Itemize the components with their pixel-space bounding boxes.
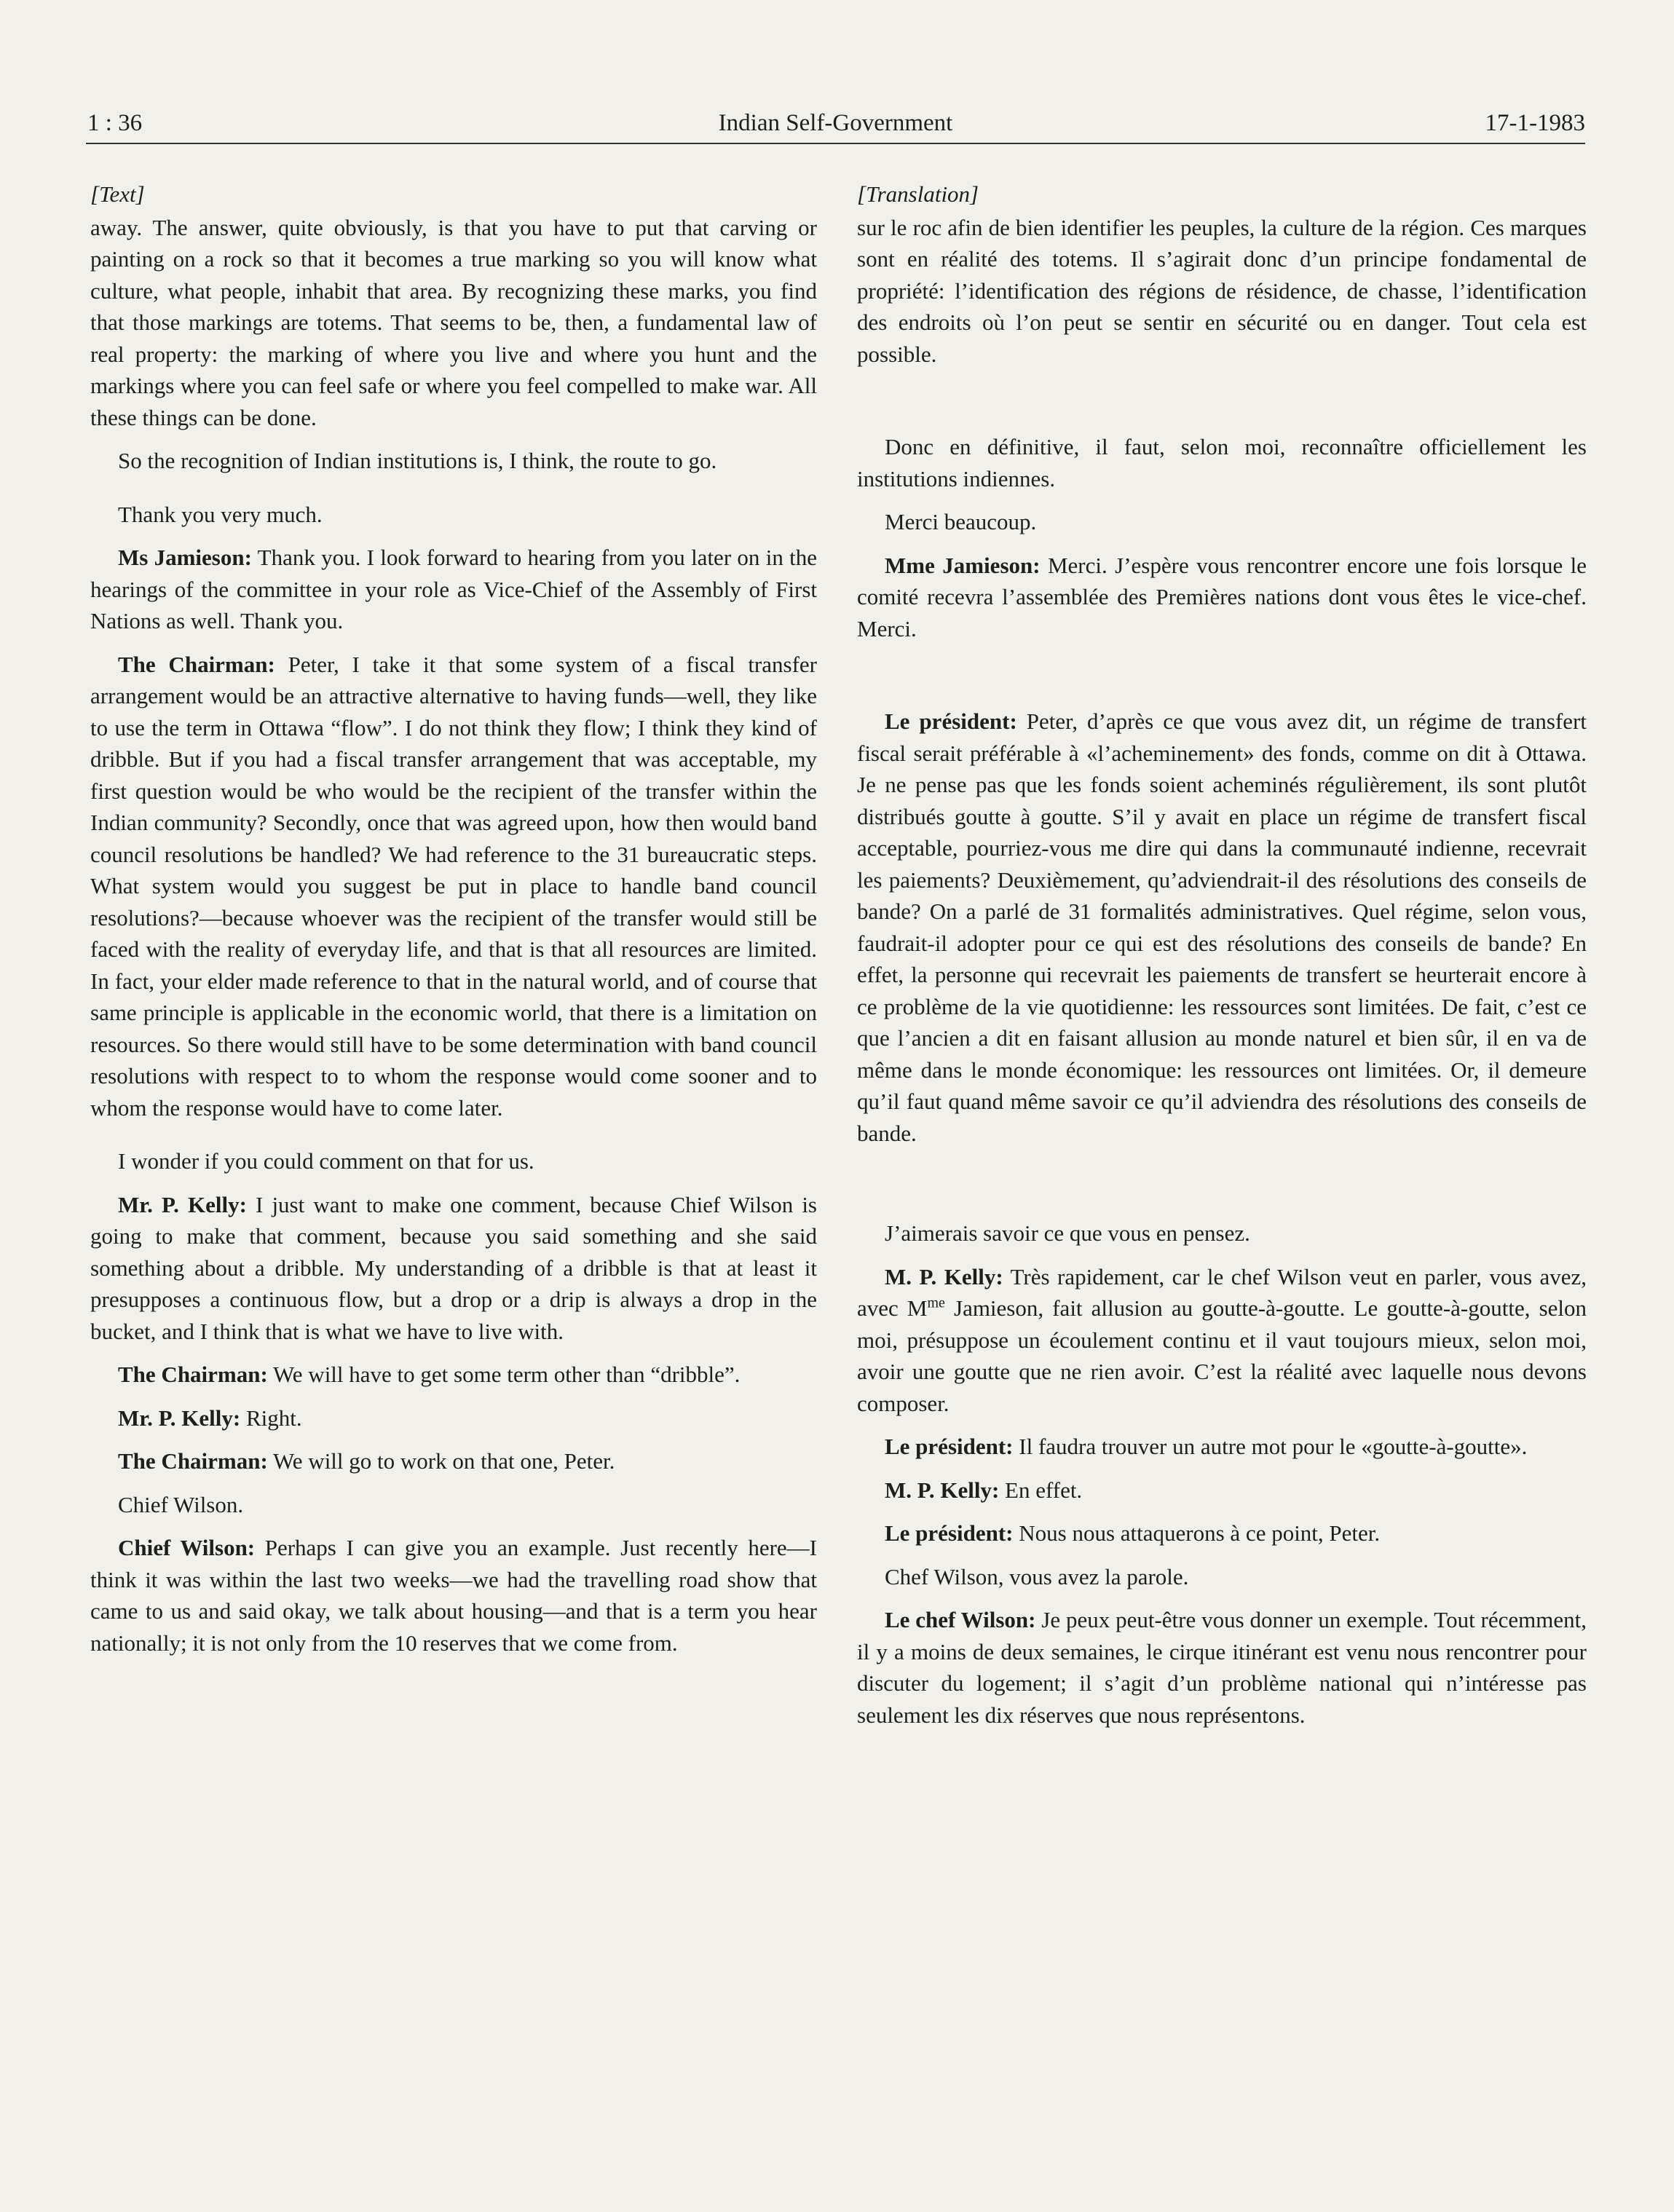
speaker-name: Le président: [885, 1434, 1014, 1459]
speaker-name: Mme Jamieson: [885, 552, 1041, 578]
running-title: Indian Self-Government [718, 110, 953, 136]
speaker-name: Mr. P. Kelly: [118, 1191, 247, 1217]
speech-paragraph [90, 1402, 817, 1434]
paragraph: Donc en définitive, il faut, selon moi, reconnaître officiellement les institutions indiennes. [857, 434, 1587, 491]
speech-paragraph [90, 1359, 817, 1391]
speech-text: Thank you. I look forward to hearing from you later on in the hearings of the committee in your role as Vice-Chief of the Assembly of First Nations as well. Thank you. [90, 545, 817, 633]
speech-text: Nous nous attaquerons à ce point, Peter. [1013, 1520, 1381, 1546]
speaker-name: Mr. P. Kelly: [118, 1405, 241, 1431]
translation-marker: [Translation] [857, 181, 979, 207]
speaker-name: Ms Jamieson: [118, 545, 252, 570]
speech-text: Perhaps I can give you an example. Just recently here—I think it was within the last two weeks—we had the travelling road show that came to us and said okay, we talk about housing—and that is a term you hear nationally; it is not only from the 10 reserves that we come from. [90, 1535, 817, 1656]
speaker-name: The Chairman: [118, 1362, 268, 1387]
speaker-name: Chief Wilson: [118, 1535, 256, 1560]
speaker-name: M. P. Kelly: [885, 1263, 1003, 1289]
speech-paragraph [857, 1474, 1587, 1506]
speaker-name: Le président: [885, 708, 1017, 734]
speech-paragraph [90, 542, 817, 637]
speech-text: Right. [240, 1405, 302, 1431]
speech-paragraph [857, 550, 1587, 645]
speech-paragraph [857, 1604, 1587, 1731]
speech-text: I just want to make one comment, because Chief Wilson is going to make that comment, because you said something and she said something about a dribble. My understanding of a dribble is that at least it presupposes a continuous flow, but a drop or a drip is always a drop in the bucket, and I think that is what we have to live with. [90, 1191, 817, 1344]
speech-text: Très rapidement, car le chef Wilson veut en parler, vous avez, avec M [857, 1263, 1587, 1321]
superscript: me [927, 1295, 945, 1311]
paragraph: Merci beaucoup. [885, 509, 1037, 534]
speech-paragraph [90, 1189, 817, 1348]
speech-text: Merci. J’espère vous rencontrer encore une fois lorsque le comité recevra l’assemblée des Premières nations dont vous êtes le vice-chef. Merci. [857, 552, 1587, 641]
french-column [857, 178, 1587, 1731]
speaker-name: M. P. Kelly: [885, 1477, 1000, 1503]
speaker-name: Le chef Wilson: [885, 1607, 1036, 1632]
speaker-name: The Chairman: [118, 651, 275, 677]
speaker-name: The Chairman: [118, 1448, 268, 1474]
text-marker: [Text] [90, 181, 145, 207]
speech-text: We will go to work on that one, Peter. [267, 1448, 615, 1474]
paragraph: away. The answer, quite obviously, is that you have to put that carving or painting on a rock so that it becomes a true marking so you will know what culture, what people, inhabit that area. By recognizing these marks, you find that those markings are totems. That seems to be, then, a fundamental law of real property: the marking of where you live and where you hunt and the markings where you can feel safe or where you feel compelled to make war. All these things can be done. [90, 214, 817, 430]
paragraph: J’aimerais savoir ce que vous en pensez. [885, 1220, 1250, 1246]
speech-text: Je peux peut-être vous donner un exemple. Tout récemment, il y a moins de deux semaines, le cirque itinérant est venu nous rencontrer pour discuter du logement; il s’agit d’un problème national qui n’intéresse pas seulement les dix réserves que nous représentons. [857, 1607, 1587, 1728]
speech-text: We will have to get some term other than “dribble”. [267, 1362, 741, 1387]
paragraph: sur le roc afin de bien identifier les peuples, la culture de la région. Ces marques sont en réalité des totems. Il s’agirait donc d’un principe fondamental de propriété: l’identification des régions de résidence, de chasse, l’identification des endroits où l’on peut se sentir en sécurité ou en danger. Tout cela est possible. [857, 214, 1587, 367]
page-header [86, 102, 1585, 144]
paragraph: Thank you very much. [118, 501, 323, 527]
speech-text: Jamieson, fait allusion au goutte-à-goutte. Le goutte-à-goutte, selon moi, présuppose un écoulement continu et il vaut toujours mieux, selon moi, avoir une goutte que ne rien avoir. C’est la réalité avec laquelle nous devons composer. [857, 1295, 1587, 1416]
speech-paragraph [857, 1517, 1587, 1549]
page-reference: 1 : 36 [87, 110, 143, 136]
speech-text: Il faudra trouver un autre mot pour le «goutte-à-goutte». [1013, 1434, 1528, 1459]
speech-paragraph [857, 1261, 1587, 1420]
header-date: 17-1-1983 [1485, 110, 1585, 136]
english-column [90, 178, 817, 1659]
speech-paragraph [857, 1431, 1587, 1463]
paragraph: Chef Wilson, vous avez la parole. [885, 1563, 1189, 1589]
speech-text: Peter, d’après ce que vous avez dit, un régime de transfert fiscal serait préférable à «l’acheminement» des fonds, comme on dit à Ottawa. Je ne pense pas que les fonds soient acheminés régulièrement, ils sont plutôt distribués goutte à goutte. S’il y avait en place un régime de transfert fiscal acceptable, pourriez-vous me dire qui dans la communauté indienne, recevrait les paiements? Deuxièmement, qu’adviendrait-il des résolutions des conseils de bande? On a parlé de 31 formalités administratives. Quel régime, selon vous, faudrait-il adopter pour ce qui est des résolutions des conseils de bande? En effet, la personne qui recevrait les paiements de transfert se heurterait encore à ce problème de la vie quotidienne: les ressources sont limitées. De fait, c’est ce que l’ancien a dit en faisant allusion au monde naturel et bien sûr, il en va de même dans le monde économique: les ressources ont limitées. Or, il demeure qu’il faut quand même savoir ce qu’il adviendra des résolutions des conseils de bande. [857, 708, 1587, 1146]
paragraph: I wonder if you could comment on that for us. [118, 1148, 534, 1174]
speech-paragraph [90, 1445, 817, 1477]
paragraph: Chief Wilson. [118, 1491, 244, 1517]
speech-paragraph [90, 1532, 817, 1659]
speech-paragraph [857, 706, 1587, 1149]
paragraph: So the recognition of Indian institutions is, I think, the route to go. [118, 448, 717, 473]
speaker-name: Le président: [885, 1520, 1014, 1546]
speech-text: En effet. [999, 1477, 1083, 1503]
speech-paragraph [90, 649, 817, 1124]
speech-text: Peter, I take it that some system of a fiscal transfer arrangement would be an attractive alternative to having funds—well, they like to use the term in Ottawa “flow”. I do not think they flow; I think they kind of dribble. But if you had a fiscal transfer arrangement that was acceptable, my first question would be who would be the recipient of the transfer within the Indian community? Secondly, once that was agreed upon, how then would band council resolutions be handled? We had reference to the 31 bureaucratic steps. What system would you suggest be put in place to handle band council resolutions?—because whoever was the recipient of the transfer would still be faced with the reality of everyday life, and that is that all resources are limited. In fact, your elder made reference to that in the natural world, and of course that same principle is applicable in the economic world, that there is a limitation on resources. So there would still have to be some determination with band council resolutions with respect to to whom the response would come sooner and to whom the response would have to come later. [90, 651, 817, 1121]
